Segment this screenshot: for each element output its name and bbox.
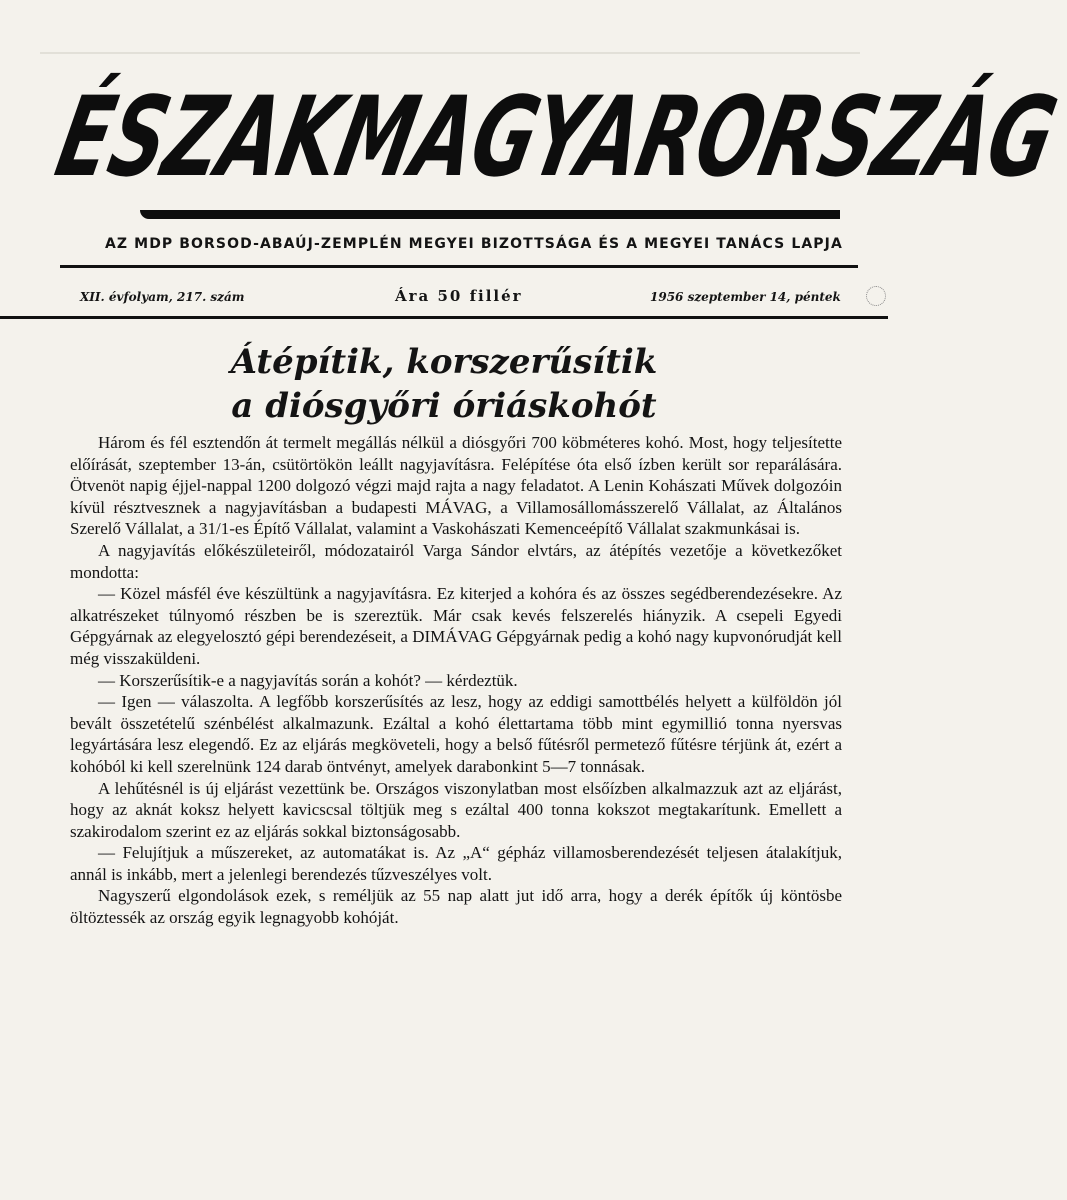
article-paragraph: A nagyjavítás előkészületeiről, módozatairól Varga Sándor elvtárs, az átépítés vezetője a következőket mondotta: (70, 540, 842, 582)
masthead (46, 64, 1067, 214)
header-bottom-rule (0, 316, 888, 319)
bleed-through-strip (40, 30, 860, 54)
article-paragraph: Három és fél esztendőn át termelt megállás nélkül a diósgyőri 700 köbméteres kohó. Most, hogy teljesítette előírását, szeptember 13-án, csütörtökön leállt nagyjavításra. Felépítése óta első ízben került sor reparálására. Ötvenöt napig éjjel-nappal 1200 dolgozó végzi majd rajta a nagy feladatot. A Lenin Kohászati Művek dolgozóin kívül résztvesznek a nagyjavításban a budapesti MÁVAG, a Villamosállomásszerelő Vállalat, az Általános Szerelő Vállalat, a 31/1-es Építő Vállalat, valamint a Vaskohászati Kemenceépítő Vállalat szakmunkásai is. (70, 433, 842, 539)
issue-price: Ára 50 fillér (395, 287, 523, 305)
article-paragraph: — Korszerűsítik-e a nagyjavítás során a kohót? — kérdeztük. (98, 670, 518, 690)
headline-line-2: a diósgyőri óriáskohót (231, 386, 657, 426)
article-paragraph: — Közel másfél éve készültünk a nagyjavításra. Ez kiterjed a kohóra és az összes segédberendezésekre. Az alkatrészeket túlnyomó részben be is szereztük. Már csak kevés felszerelés hiányzik. A csepeli Egyedi Gépgyárnak az elegyelosztó gépi berendezéseit, a DIMÁVAG Gépgyárnak pedig a kohó nagy kupvonórudját kell még visszaküldeni. (70, 584, 842, 668)
masthead-title: ÉSZAKMAGYARORSZÁG (46, 71, 1067, 201)
article-paragraph: — Felujítjuk a műszereket, az automatákat is. Az „A“ gépház villamosberendezését teljesen átalakítjuk, annál is inkább, mert a jelenlegi berendezés tűzveszélyes volt. (70, 843, 842, 884)
headline-line-1: Átépítik, korszerűsítik (230, 342, 658, 382)
header-rule (60, 265, 858, 268)
issue-date: 1956 szeptember 14, péntek (650, 290, 841, 304)
article-headline (60, 340, 828, 428)
masthead-underline (140, 210, 840, 219)
article-paragraph: — Igen — válaszolta. A legfőbb korszerűsítés az lesz, hogy az eddigi samottbélés helyett a külföldön jól bevált összetételű szénbélést alkalmazunk. Ezáltal a kohó élettartama több mint egymillió tonna nyersvas legyártására lesz elegendő. Ez az eljárás megköveteli, hogy a belső fűtésről permetező fűtésre térjünk át, ezért a kohóból ki kell szerelnünk 124 darab öntvényt, amelyek darabonkint 5—7 tonnásak. (70, 692, 842, 776)
issue-volume: XII. évfolyam, 217. szám (80, 290, 245, 304)
page-edge-mark (866, 286, 886, 306)
masthead-subtitle: AZ MDP BORSOD-ABAÚJ-ZEMPLÉN MEGYEI BIZOTTSÁGA ÉS A MEGYEI TANÁCS LAPJA (105, 236, 843, 252)
article-paragraph: Nagyszerű elgondolások ezek, s reméljük az 55 nap alatt jut idő arra, hogy a derék építők új köntösbe öltöztessék az ország egyik legnagyobb kohóját. (70, 886, 842, 928)
article-body (70, 432, 842, 929)
article-paragraph: A lehűtésnél is új eljárást vezettünk be. Országos viszonylatban most elsőízben alkalmazzuk azt az eljárást, hogy az aknát koksz helyett kavicscsal töltjük meg s ezáltal 400 tonna kokszot megtakarítunk. Emellett a szakirodalom szerint ez az eljárás sokkal biztonságosabb. (70, 778, 842, 841)
